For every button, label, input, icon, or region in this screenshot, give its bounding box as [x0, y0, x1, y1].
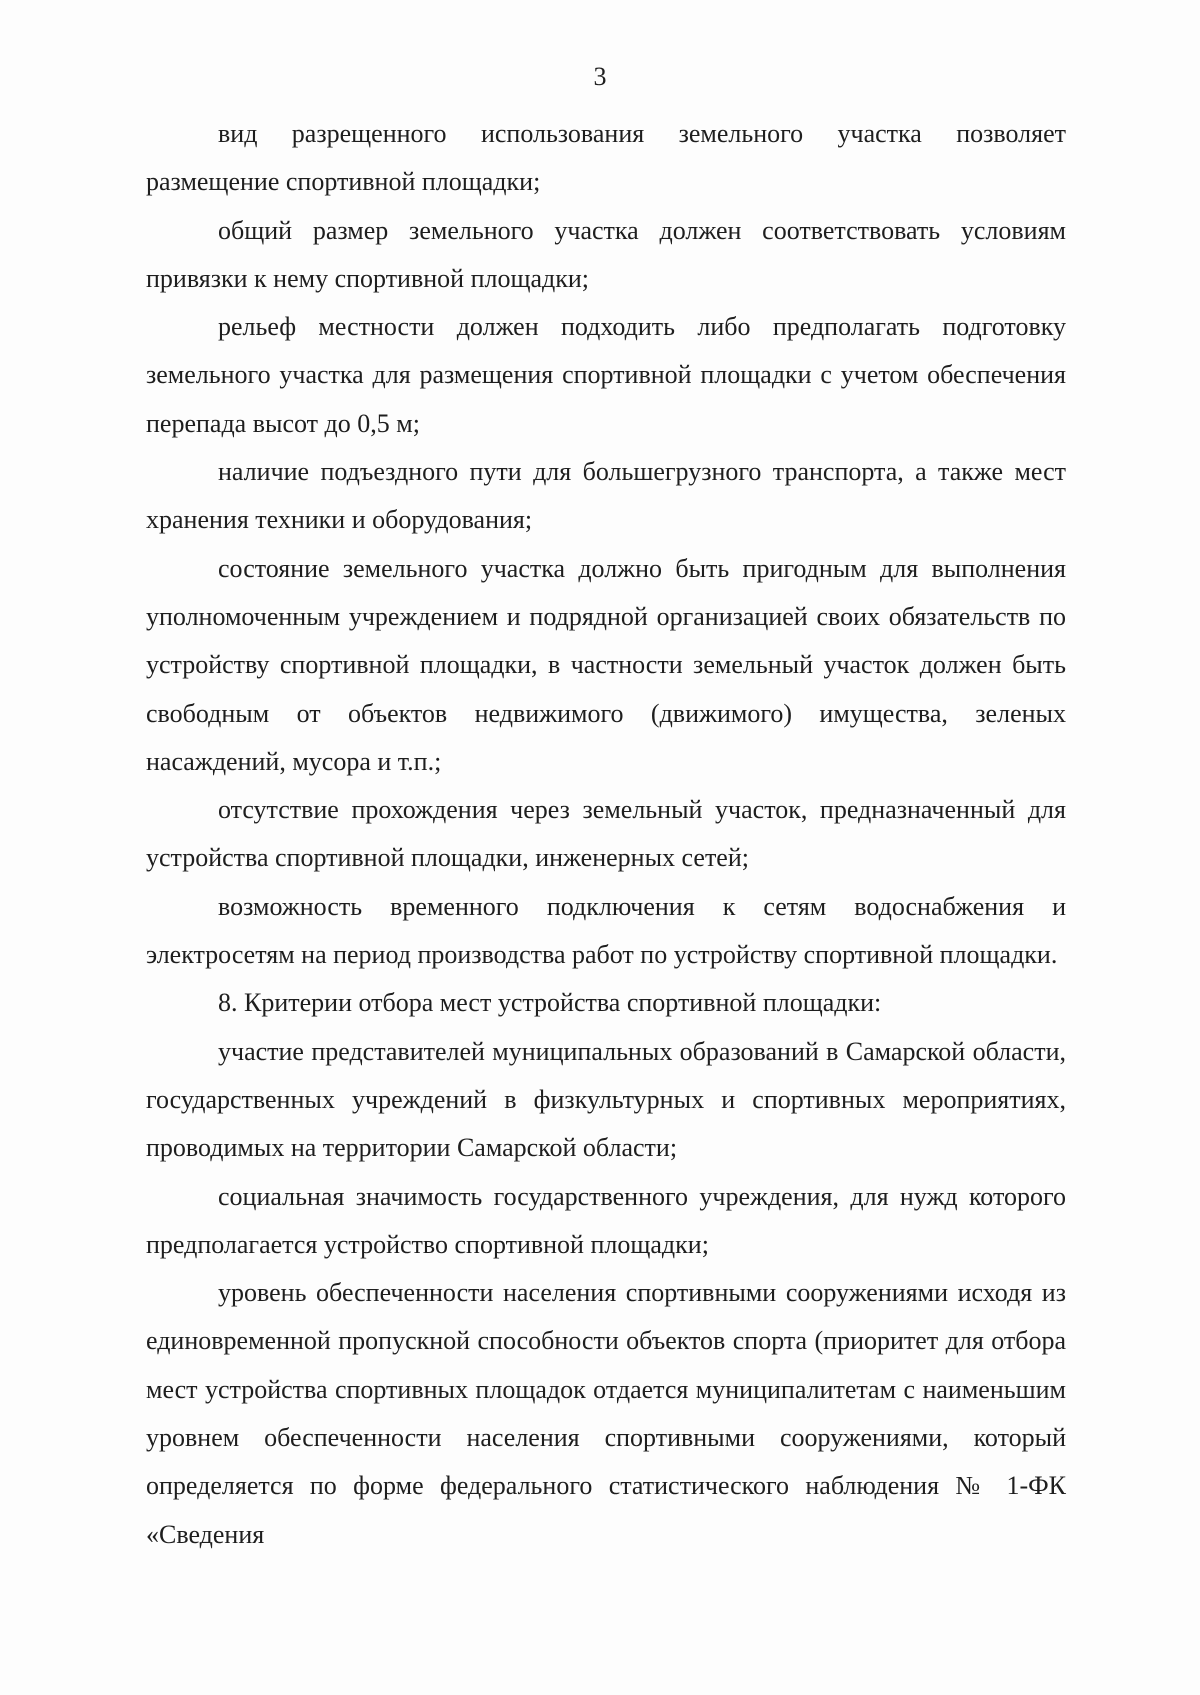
section-heading-criteria: 8. Критерии отбора мест устройства спортивной площадки: [218, 988, 882, 1018]
page-number: 3 [593, 62, 607, 91]
paragraph-utilities: отсутствие прохождения через земельный участок, предназначенный для устройства спортивной площадки, инженерных сетей; [146, 795, 1066, 873]
paragraph-provision-level: уровень обеспеченности населения спортивными сооружениями исходя из единовременной пропускной способности объектов спорта (приоритет для отбора мест устройства спортивных площадок отдается муниципалитетам с наименьшим уровнем обеспеченности населения спортивными сооружениями, который определяется по форме федерального статистического наблюдения № 1-ФК «Сведения [146, 1278, 1066, 1549]
paragraph-access-road: наличие подъездного пути для большегрузного транспорта, а также мест хранения техники и оборудования; [146, 457, 1066, 535]
document-body [146, 110, 1066, 1559]
paragraph-land-size: общий размер земельного участка должен соответствовать условиям привязки к нему спортивной площадки; [146, 215, 1066, 293]
paragraph-land-use: вид разрещенного использования земельного участка позволяет размещение спортивной площадки; [146, 119, 1066, 197]
paragraph-terrain: рельеф местности должен подходить либо предполагать подготовку земельного участка для размещения спортивной площадки с учетом обеспечения перепада высот до 0,5 м; [146, 312, 1066, 438]
paragraph-temporary-connection: возможность временного подключения к сетям водоснабжения и электросетям на период производства работ по устройству спортивной площадки. [146, 891, 1066, 970]
paragraph-participation: участие представителей муниципальных образований в Самарской области, государственных учреждений в физкультурных и спортивных мероприятиях, проводимых на территории Самарской области; [146, 1036, 1066, 1163]
paragraph-land-condition: состояние земельного участка должно быть пригодным для выполнения уполномоченным учреждением и подрядной организацией своих обязательств по устройству спортивной площадки, в частности земельный участок должен быть свободным от объектов недвижимого (движимого) имущества, зеленых насаждений, мусора и т.п.; [146, 553, 1066, 776]
paragraph-social-significance: социальная значимость государственного учреждения, для нужд которого предполагается устройство спортивной площадки; [146, 1181, 1066, 1259]
